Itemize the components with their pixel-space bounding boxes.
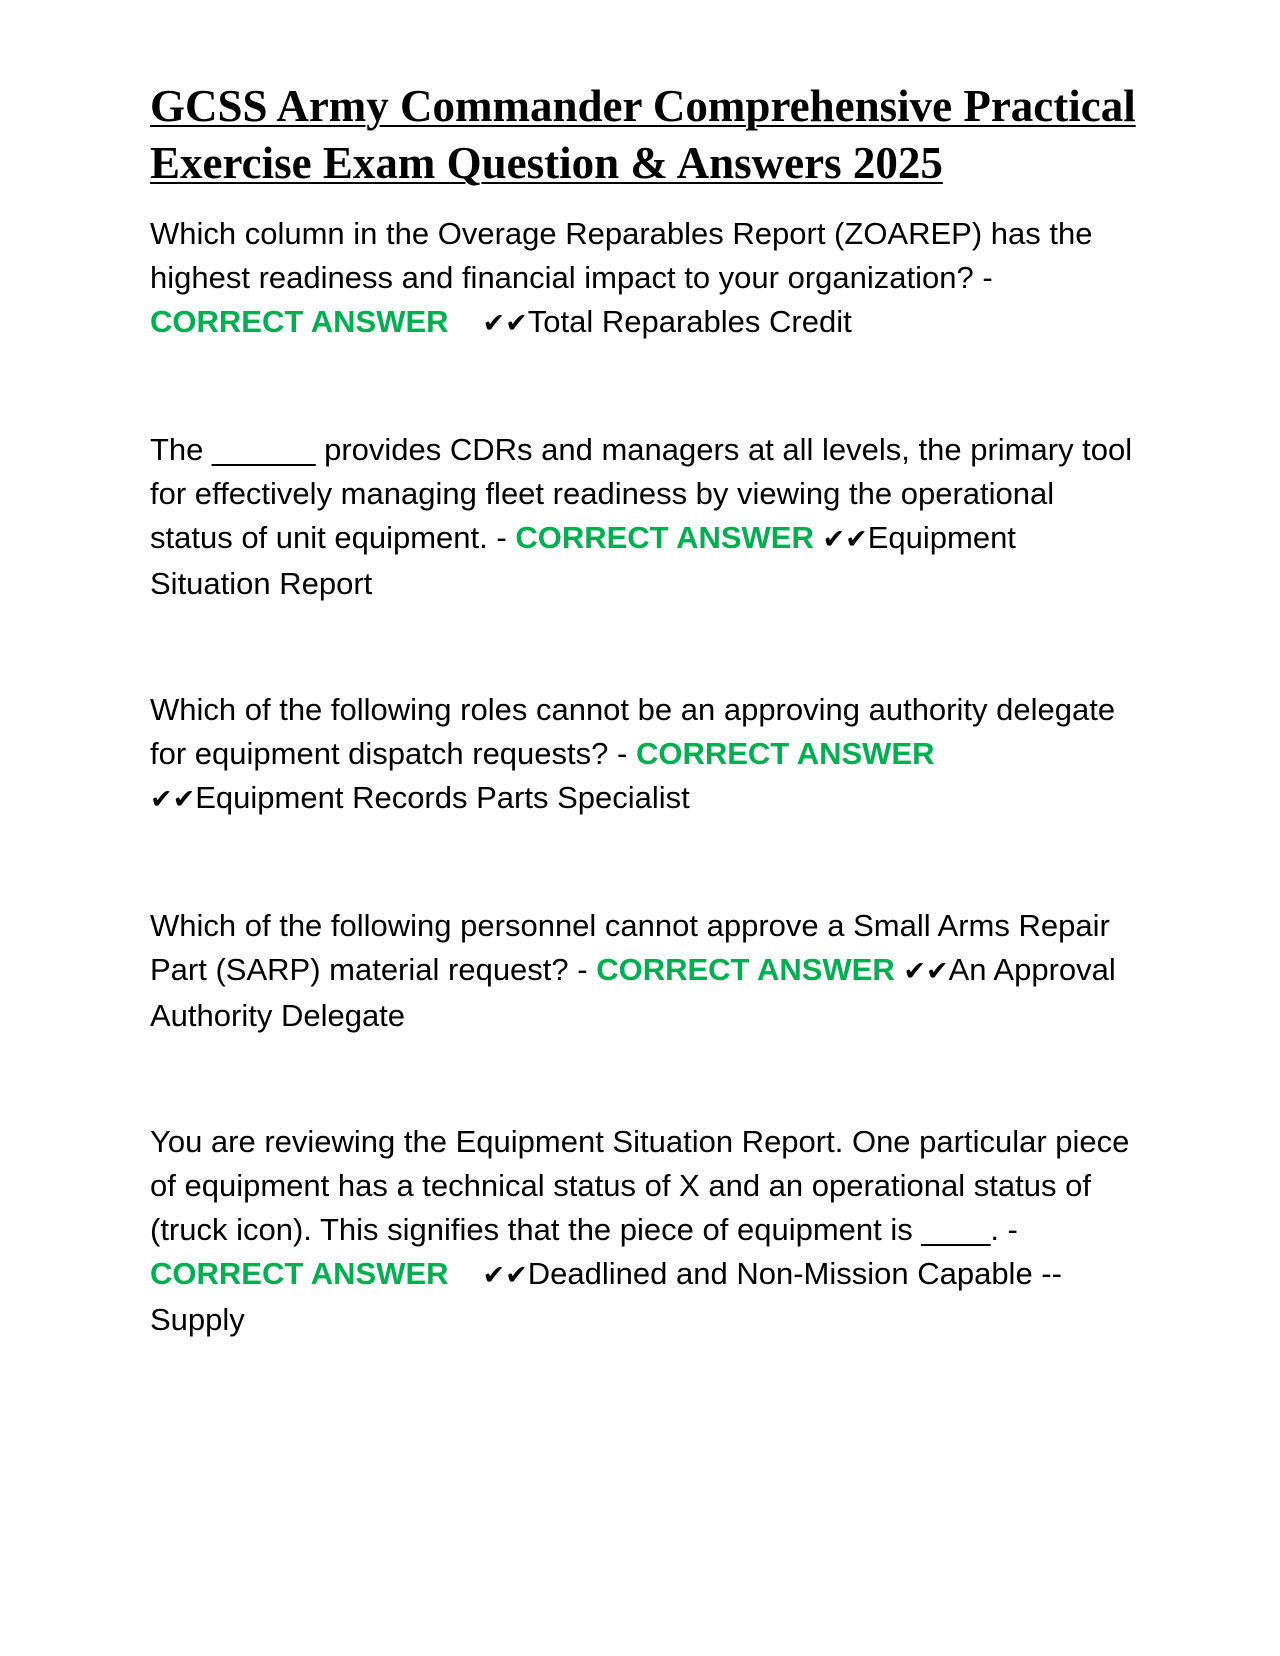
answer-text: An Approval Authority Delegate: [150, 952, 1116, 1033]
qa-item-2: [150, 428, 1140, 606]
question-text: Which column in the Overage Reparables Report (ZOAREP) has the highest readiness and financial impact to your organization? -: [150, 216, 1093, 295]
check-mark-icon: ✔✔: [482, 1260, 528, 1291]
document-title: GCSS Army Commander Comprehensive Practical Exercise Exam Question & Answers 2025: [150, 81, 1136, 188]
qa-item-4: [150, 904, 1140, 1038]
question-text: The ______ provides CDRs and managers at all levels, the primary tool for effectively managing fleet readiness by viewing the operational status of unit equipment. -: [150, 432, 1133, 555]
qa-item-5: [150, 1120, 1140, 1342]
correct-answer-label: CORRECT ANSWER: [150, 1256, 449, 1291]
question-text: Which of the following personnel cannot approve a Small Arms Repair Part (SARP) material request? -: [150, 908, 1110, 987]
qa-item-1: [150, 212, 1140, 346]
correct-answer-label: CORRECT ANSWER: [515, 520, 814, 555]
correct-answer-label: CORRECT ANSWER: [596, 952, 895, 987]
question-text: Which of the following roles cannot be an approving authority delegate for equipment dispatch requests? -: [150, 692, 1116, 771]
answer-text: Equipment Records Parts Specialist: [195, 780, 690, 815]
check-mark-icon: ✔✔: [903, 956, 949, 987]
answer-text: Total Reparables Credit: [527, 304, 852, 339]
answer-text: Equipment Situation Report: [150, 520, 1016, 601]
check-mark-icon: ✔✔: [150, 784, 196, 815]
answer-text: Deadlined and Non-Mission Capable -- Supply: [150, 1256, 1062, 1337]
qa-item-3: [150, 688, 1140, 822]
correct-answer-label: CORRECT ANSWER: [150, 304, 449, 339]
check-mark-icon: ✔✔: [482, 308, 528, 339]
correct-answer-label: CORRECT ANSWER: [635, 736, 935, 771]
check-mark-icon: ✔✔: [822, 524, 868, 555]
document-page: [150, 78, 1140, 1424]
question-text: You are reviewing the Equipment Situation Report. One particular piece of equipment has a technical status of X and an operational status of (truck icon). This signifies that the piece of equipment is ____. -: [150, 1124, 1130, 1247]
